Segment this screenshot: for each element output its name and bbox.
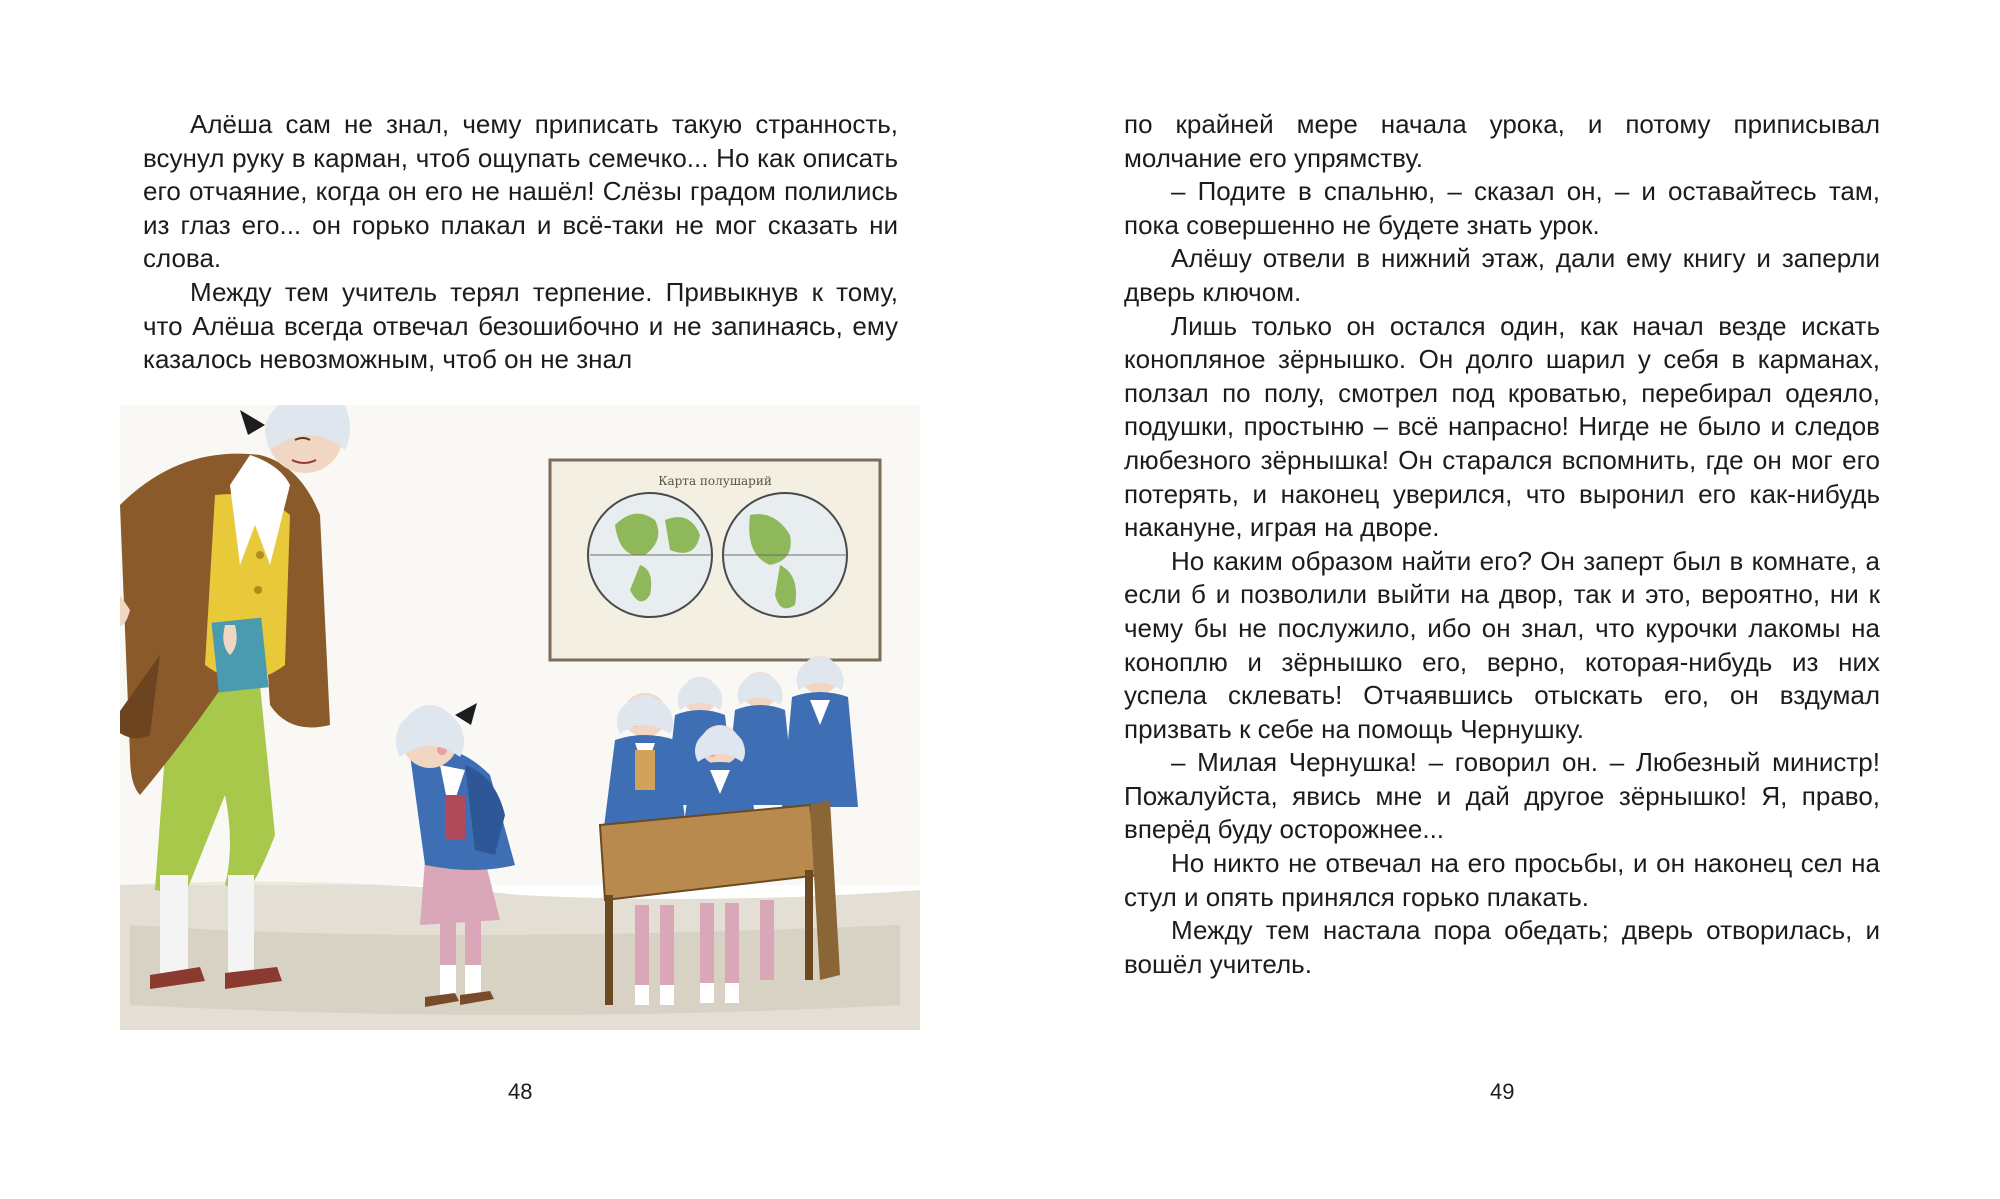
paragraph: Но каким образом найти его? Он заперт был в комнате, а если б и позволили выйти на двор, так и это, вероятно, ни к чему бы не послужило, ибо он знал, что курочки лакомы на коноплю и зёрнышко его, верно, которая-нибудь из них успела склевать! Отчаявшись отыскать его, он вздумал призвать к себе на помощь Чернушку. (1124, 545, 1880, 744)
paragraph: – Милая Чернушка! – говорил он. – Любезный министр! Пожалуйста, явись мне и дай другое зёрнышко! Я, право, вперёд буду осторожнее... (1124, 747, 1880, 845)
paragraph: Между тем настала пора обедать; дверь отворилась, и вошёл учитель. (1124, 915, 1880, 979)
paragraph: Лишь только он остался один, как начал везде искать конопляное зёрнышко. Он долго шарил у себя в карманах, ползал по полу, смотрел под кроватью, перебирал одеяло, подушки, простыню – всё напрасно! Нигде не было и следов любезного зёрнышка! Он старался вспомнить, где он мог его потерять, и наконец уверился, что выронил его как-нибудь накануне, играя на дворе. (1124, 310, 1880, 543)
paragraph: по крайней мере начала урока, и потому приписывал молчание его упрямству. (1124, 109, 1880, 173)
map-caption: Карта полушарий (658, 474, 772, 488)
page-number: 49 (1490, 1079, 1515, 1104)
right-page-text (1124, 108, 1880, 981)
paragraph: Но никто не отвечал на его просьбы, и он наконец сел на стул и опять принялся горько плакать. (1124, 848, 1880, 912)
world-map (550, 460, 880, 660)
classroom-illustration (120, 405, 920, 1030)
left-page-text (143, 108, 898, 377)
paragraph: Алёшу отвели в нижний этаж, дали ему книгу и заперли дверь ключом. (1124, 243, 1880, 307)
paragraph: – Подите в спальню, – сказал он, – и оставайтесь там, пока совершенно не будете знать урок. (1124, 176, 1880, 240)
paragraph: Алёша сам не знал, чему приписать такую странность, всунул руку в карман, чтоб ощупать семечко... Но как описать его отчаяние, когда он его не нашёл! Слёзы градом полились из глаз его... он горько плакал и всё-таки не мог сказать ни слова. (143, 109, 898, 274)
page-number: 48 (508, 1079, 533, 1104)
paragraph: Между тем учитель терял терпение. Привыкнув к тому, что Алёша всегда отвечал безошибочно и не запинаясь, ему казалось невозможным, чтоб он не знал (143, 276, 898, 375)
right-page (1000, 0, 2000, 1199)
